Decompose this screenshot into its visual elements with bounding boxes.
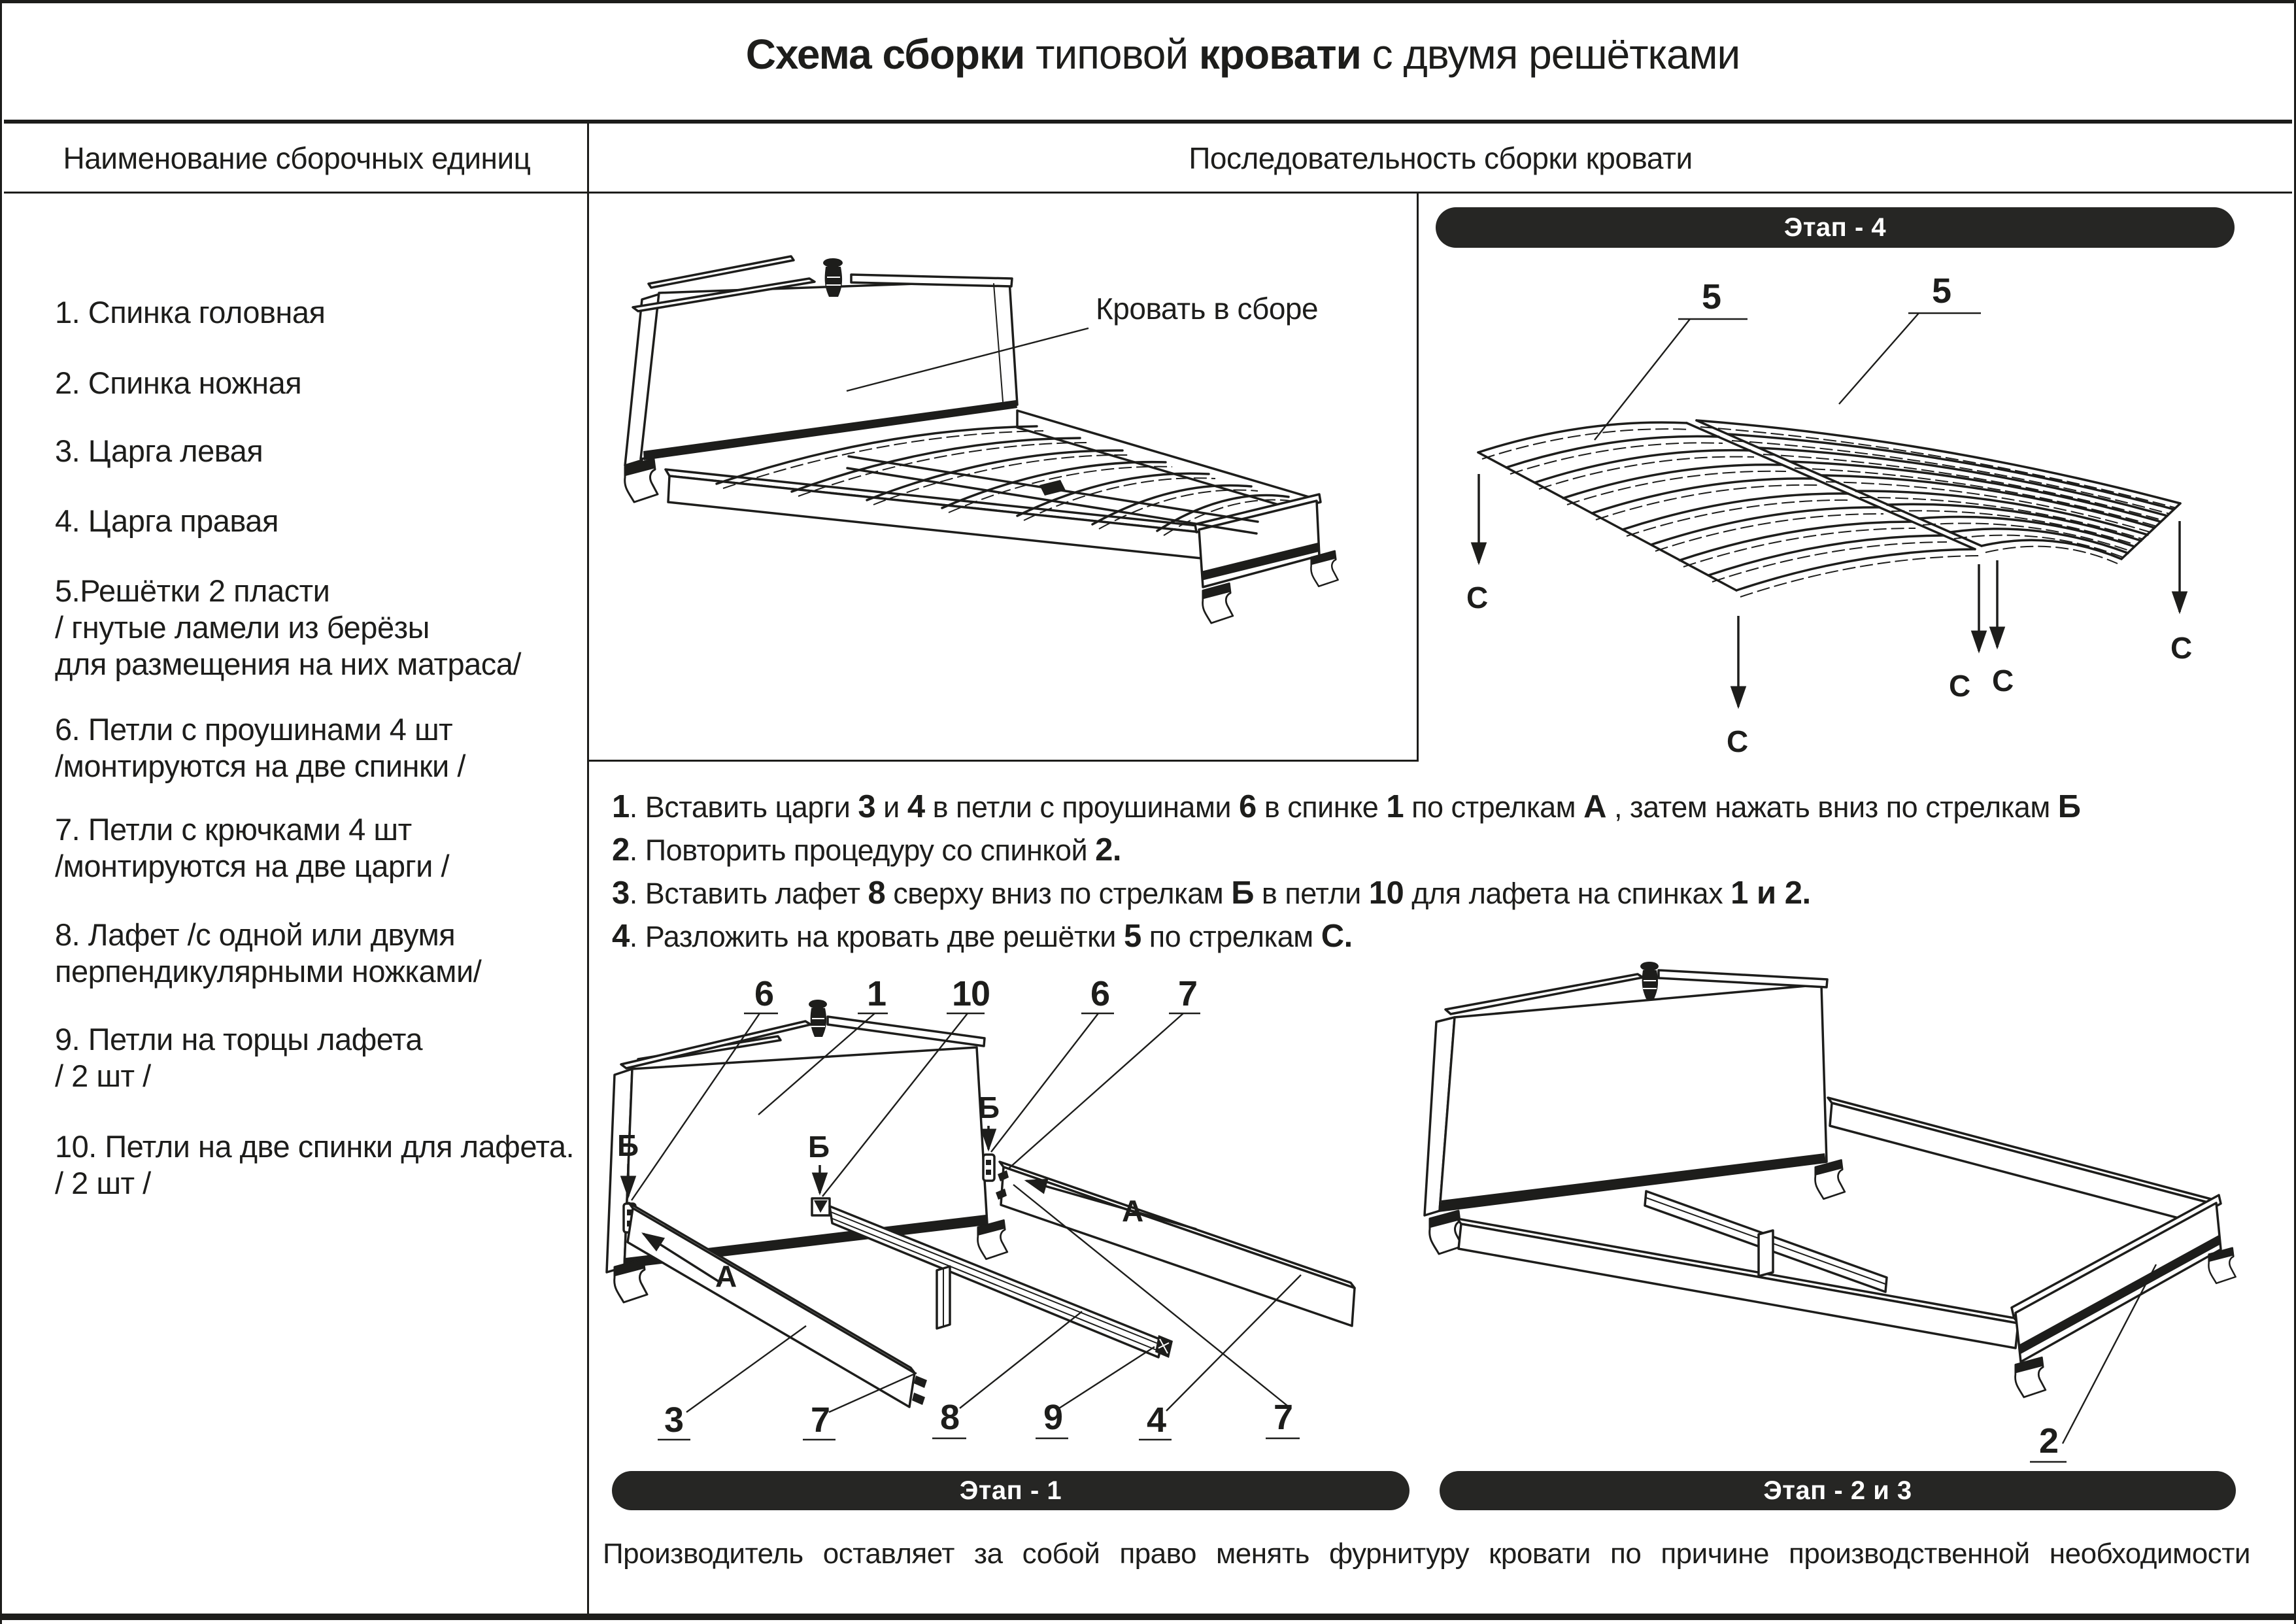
part-label-6: 6: [1090, 974, 1110, 1013]
part-item-line: 6. Петли с проушинами 4 шт: [55, 712, 453, 747]
part-item-4: [55, 503, 578, 539]
lattice-left-label: 5: [1702, 277, 1721, 316]
arrow-a-label: А: [1122, 1194, 1143, 1228]
part-item-line: 5.Решётки 2 пласти: [55, 573, 330, 608]
header-top-rule: [4, 120, 2292, 124]
part-item-line: /монтируются на две спинки /: [55, 749, 465, 783]
part-label-2: 2: [2039, 1421, 2059, 1461]
part-item-9: [55, 1021, 578, 1094]
part-item-5: [55, 573, 578, 683]
part-item-line: для размещения на них матраса/: [55, 647, 521, 681]
stage23-badge-label: Этап - 2 и 3: [1763, 1476, 1912, 1505]
part-item-line: / 2 шт /: [55, 1058, 151, 1093]
part-item-line: 4. Царга правая: [55, 503, 279, 538]
part-label-8: 8: [940, 1398, 960, 1437]
footboard: [1195, 494, 1338, 623]
lattice-left: [1478, 422, 1979, 597]
column-header-sequence-label: Последовательность сборки кровати: [1189, 141, 1693, 175]
header-bottom-rule: [4, 192, 2292, 194]
part-label-6: 6: [754, 974, 774, 1013]
column-divider: [587, 120, 589, 1617]
part-item-line: / 2 шт /: [55, 1166, 151, 1200]
stage4-badge-label: Этап - 4: [1783, 212, 1887, 242]
part-item-line: 9. Петли на торцы лафета: [55, 1022, 422, 1057]
footboard: [2012, 1195, 2236, 1397]
part-label-7: 7: [811, 1400, 830, 1440]
stage1-badge-label: Этап - 1: [959, 1476, 1062, 1505]
part-label-3: 3: [664, 1400, 684, 1440]
part-item-line: /монтируются на две царги /: [55, 849, 450, 883]
part-item-line: / гнутые ламели из берёзы: [55, 610, 430, 645]
lattice-right-label: 5: [1932, 271, 1951, 311]
arrow-a-label: А: [715, 1259, 737, 1293]
part-label-7: 7: [1178, 974, 1198, 1013]
part-label-1: 1: [867, 974, 886, 1013]
part-item-1: [55, 294, 578, 331]
arrow-b-label: Б: [808, 1130, 830, 1164]
instruction-step-4: 4. Разложить на кровать две решётки 5 по стрелкам С.: [612, 919, 1353, 954]
arrow-b-label: Б: [978, 1091, 1000, 1125]
part-item-line: 7. Петли с крючками 4 шт: [55, 812, 412, 847]
manufacturer-note: Производитель оставляет за собой право менять фурнитуру кровати по причине производственной необходимости: [603, 1538, 2250, 1570]
finial: [809, 1000, 827, 1037]
column-header-parts-label: Наименование сборочных единиц: [63, 141, 531, 175]
part-item-6: [55, 711, 578, 785]
part-label-4: 4: [1147, 1400, 1166, 1440]
part-item-line: 10. Петли на две спинки для лафета.: [55, 1129, 575, 1164]
page-bottom-rule: [0, 1614, 2296, 1620]
stage4-lattices-drawing: [1428, 271, 2291, 794]
stage4-badge: [1436, 207, 2235, 248]
part-item-line: 1. Спинка головная: [55, 295, 326, 330]
arrow-c-label: С: [1466, 581, 1488, 615]
part-item-3: [55, 433, 578, 469]
part-label-10: 10: [952, 974, 990, 1013]
stage1-badge: [612, 1471, 1410, 1510]
part-item-8: [55, 917, 578, 990]
column-header-parts: [7, 128, 587, 188]
arrow-b-label: Б: [617, 1128, 639, 1162]
stage23-frame-drawing: [1428, 955, 2296, 1470]
instruction-step-1: 1. Вставить царги 3 и 4 в петли с проушинами 6 в спинке 1 по стрелкам А , затем нажать вниз по стрелкам Б: [612, 789, 2081, 824]
column-header-sequence: [589, 128, 2292, 188]
part-label-9: 9: [1043, 1398, 1063, 1437]
hinge-plate-center: [812, 1198, 830, 1215]
part-label-7: 7: [1274, 1398, 1293, 1437]
stage1-exploded-drawing: [595, 974, 1438, 1468]
part-item-line: перпендикулярными ножками/: [55, 954, 482, 989]
drawing-box-bottom-border: [587, 760, 1419, 762]
part-item-line: 2. Спинка ножная: [55, 365, 302, 400]
hinge-eyelet-right: [983, 1155, 994, 1181]
arrow-c-label: С: [1992, 664, 2014, 698]
part-item-line: 3. Царга левая: [55, 433, 263, 468]
headboard: [1425, 962, 1845, 1254]
assembled-bed-label: Кровать в сборе: [1096, 292, 1319, 326]
drawing-box-right-border: [1417, 192, 1419, 762]
part-item-2: [55, 365, 578, 401]
page-title: Схема сборки типовой кровати с двумя решётками: [745, 31, 1740, 78]
finial: [1640, 962, 1659, 999]
headboard: [624, 256, 1017, 502]
stage23-badge: [1440, 1471, 2236, 1510]
instruction-step-2: 2. Повторить процедуру со спинкой 2.: [612, 832, 1122, 868]
arrow-c-label: С: [2170, 631, 2192, 665]
arrow-c-label: С: [1949, 669, 1970, 703]
part-item-7: [55, 811, 578, 885]
part-item-line: 8. Лафет /с одной или двумя: [55, 917, 456, 952]
arrow-c-label: С: [1727, 724, 1748, 758]
assembled-bed-drawing: [594, 195, 1417, 760]
instruction-step-3: 3. Вставить лафет 8 сверху вниз по стрелкам Б в петли 10 для лафета на спинках 1 и 2.: [612, 875, 1811, 911]
part-item-10: [55, 1128, 578, 1202]
assembly-instructions: [612, 788, 2278, 961]
